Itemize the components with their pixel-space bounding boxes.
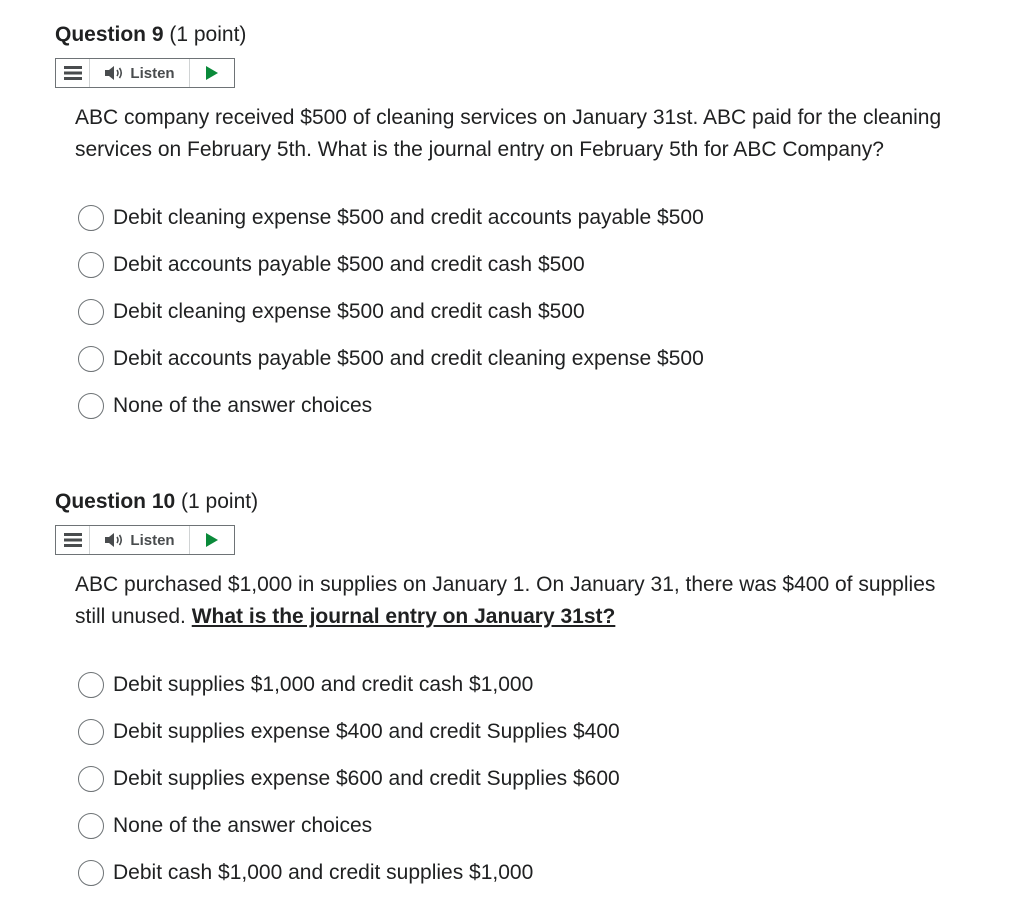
answer-option[interactable] (78, 382, 955, 429)
question-number: Question 10 (55, 490, 176, 513)
option-label: None of the answer choices (113, 813, 373, 837)
radio-button[interactable] (78, 766, 104, 792)
readspeaker-menu-button[interactable] (56, 526, 90, 554)
speaker-icon (104, 65, 124, 81)
question-text (75, 569, 955, 633)
question-text-emphasis: What is the journal entry on January 31st? (191, 605, 616, 628)
play-icon (205, 533, 219, 547)
answer-option[interactable] (78, 755, 955, 802)
readspeaker-menu-button[interactable] (56, 59, 90, 87)
answer-option[interactable] (78, 241, 955, 288)
radio-button[interactable] (78, 393, 104, 419)
listen-button[interactable] (90, 59, 190, 87)
play-icon (205, 66, 219, 80)
question-10 (55, 487, 955, 896)
listen-button[interactable] (90, 526, 190, 554)
question-title (55, 487, 955, 517)
answer-option[interactable] (78, 335, 955, 382)
option-label: Debit accounts payable $500 and credit cleaning expense $500 (113, 346, 704, 370)
question-points: (1 point) (181, 490, 259, 513)
radio-button[interactable] (78, 672, 104, 698)
listen-label: Listen (130, 531, 175, 549)
option-label: Debit supplies $1,000 and credit cash $1,000 (113, 672, 534, 696)
answer-options (78, 194, 955, 429)
answer-option[interactable] (78, 288, 955, 335)
speaker-icon (104, 532, 124, 548)
question-text: ABC company received $500 of cleaning services on January 31st. ABC paid for the cleaning services on February 5th. What is the journal entry on February 5th for ABC Company? (75, 106, 942, 161)
radio-button[interactable] (78, 299, 104, 325)
radio-button[interactable] (78, 813, 104, 839)
readspeaker-toolbar (55, 525, 235, 555)
radio-button[interactable] (78, 719, 104, 745)
radio-button[interactable] (78, 860, 104, 886)
question-text-plain: ABC purchased $1,000 in supplies on January 1. On January 31, there was $400 of supplies still unused. (75, 573, 936, 628)
answer-option[interactable] (78, 849, 955, 896)
answer-option[interactable] (78, 708, 955, 755)
listen-label: Listen (130, 64, 175, 82)
option-label: Debit cash $1,000 and credit supplies $1,000 (113, 860, 534, 884)
option-label: Debit supplies expense $400 and credit Supplies $400 (113, 719, 620, 743)
option-label: Debit accounts payable $500 and credit cash $500 (113, 252, 585, 276)
question-9 (55, 20, 955, 429)
menu-icon (64, 66, 82, 80)
radio-button[interactable] (78, 252, 104, 278)
question-number: Question 9 (55, 23, 164, 46)
answer-options (78, 661, 955, 896)
option-label: None of the answer choices (113, 393, 373, 417)
play-button[interactable] (190, 526, 234, 554)
option-label: Debit cleaning expense $500 and credit accounts payable $500 (113, 205, 704, 229)
radio-button[interactable] (78, 205, 104, 231)
radio-button[interactable] (78, 346, 104, 372)
play-button[interactable] (190, 59, 234, 87)
answer-option[interactable] (78, 194, 955, 241)
question-title (55, 20, 955, 50)
answer-option[interactable] (78, 802, 955, 849)
readspeaker-toolbar (55, 58, 235, 88)
option-label: Debit supplies expense $600 and credit Supplies $600 (113, 766, 620, 790)
option-label: Debit cleaning expense $500 and credit cash $500 (113, 299, 585, 323)
menu-icon (64, 533, 82, 547)
question-points: (1 point) (169, 23, 247, 46)
answer-option[interactable] (78, 661, 955, 708)
